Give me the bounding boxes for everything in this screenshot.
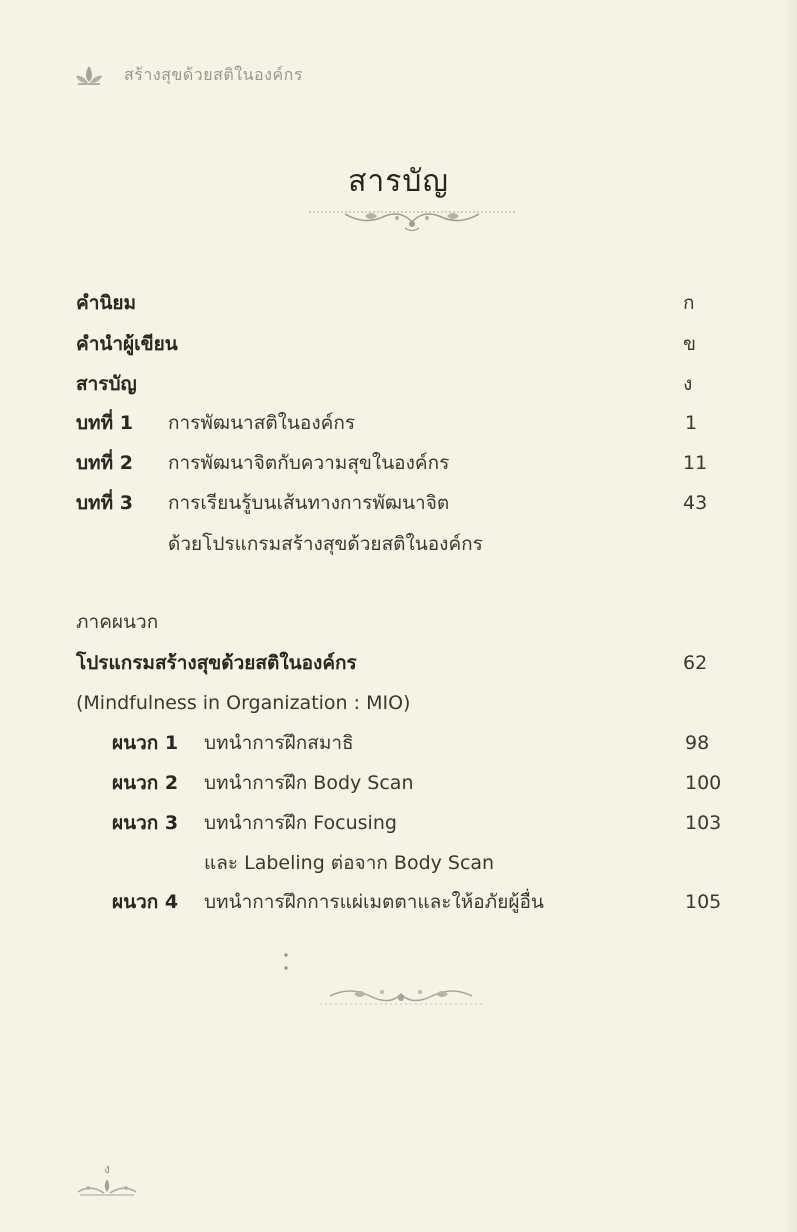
toc-entry-appendix-4[interactable] xyxy=(112,886,544,918)
toc-entry-appendix-3[interactable] xyxy=(112,807,397,839)
toc-page-number: ง xyxy=(683,373,693,395)
chapter-title: การพัฒนาสติในองค์กร xyxy=(168,412,356,434)
appendix-number: ผนวก 1 xyxy=(112,732,179,754)
folio-ornament xyxy=(74,1176,140,1198)
running-title: สร้างสุขด้วยสติในองค์กร xyxy=(124,64,303,84)
toc-entry-contents[interactable] xyxy=(76,368,137,400)
toc-entry-chapter-3[interactable] xyxy=(76,487,449,519)
toc-entry-label: คำนำผู้เขียน xyxy=(76,333,178,355)
program-title: โปรแกรมสร้างสุขด้วยสติในองค์กร xyxy=(76,652,357,674)
program-subtitle: (Mindfulness in Organization : MIO) xyxy=(76,692,411,714)
toc-entry-appendix-1[interactable] xyxy=(112,727,354,759)
toc-entry-program[interactable] xyxy=(76,647,357,679)
chapter-number: บทที่ 1 xyxy=(76,412,133,434)
chapter-title-continued: ด้วยโปรแกรมสร้างสุขด้วยสติในองค์กร xyxy=(168,533,483,555)
page-title: สารบัญ xyxy=(348,164,449,199)
toc-page-number: 98 xyxy=(685,732,710,754)
chapter-title: การพัฒนาจิตกับความสุขในองค์กร xyxy=(168,452,450,474)
chapter-title: การเรียนรู้บนเส้นทางการพัฒนาจิต xyxy=(168,492,450,514)
toc-page-number: 43 xyxy=(683,492,708,514)
appendix-title: บทนำการฝึกสมาธิ xyxy=(204,732,354,754)
appendix-title: บทนำการฝึก Focusing xyxy=(204,812,397,834)
toc-entry-label: คำนิยม xyxy=(76,292,137,314)
end-ornament xyxy=(320,982,482,1010)
appendix-number: ผนวก 4 xyxy=(112,891,179,913)
ink-mark xyxy=(282,950,290,974)
appendix-heading: ภาคผนวก xyxy=(76,611,159,633)
running-header xyxy=(72,62,303,88)
toc-page-number: ข xyxy=(683,333,696,355)
toc-page-number: 62 xyxy=(683,652,708,674)
toc-entry-foreword[interactable] xyxy=(76,287,136,319)
toc-entry-label: สารบัญ xyxy=(76,373,137,395)
lotus-icon xyxy=(72,64,106,86)
toc-entry-preface[interactable] xyxy=(76,328,178,360)
page-folio: ง xyxy=(104,1162,110,1176)
toc-page-number: ก xyxy=(683,292,695,314)
appendix-title-continued: และ Labeling ต่อจาก Body Scan xyxy=(204,852,495,874)
chapter-number: บทที่ 3 xyxy=(76,492,133,514)
toc-entry-chapter-1[interactable] xyxy=(76,407,355,439)
chapter-number: บทที่ 2 xyxy=(76,452,133,474)
toc-page-number: 1 xyxy=(685,412,698,434)
appendix-title: บทนำการฝึกการแผ่เมตตาและให้อภัยผู้อื่น xyxy=(204,891,544,913)
toc-page-number: 105 xyxy=(685,891,722,913)
appendix-number: ผนวก 2 xyxy=(112,772,179,794)
toc-page-number: 103 xyxy=(685,812,722,834)
appendix-number: ผนวก 3 xyxy=(112,812,179,834)
toc-entry-appendix-2[interactable] xyxy=(112,767,414,799)
title-ornament xyxy=(305,204,519,234)
appendix-title: บทนำการฝึก Body Scan xyxy=(204,772,414,794)
toc-page-number: 11 xyxy=(683,452,708,474)
toc-page-number: 100 xyxy=(685,772,722,794)
toc-entry-chapter-2[interactable] xyxy=(76,447,449,479)
